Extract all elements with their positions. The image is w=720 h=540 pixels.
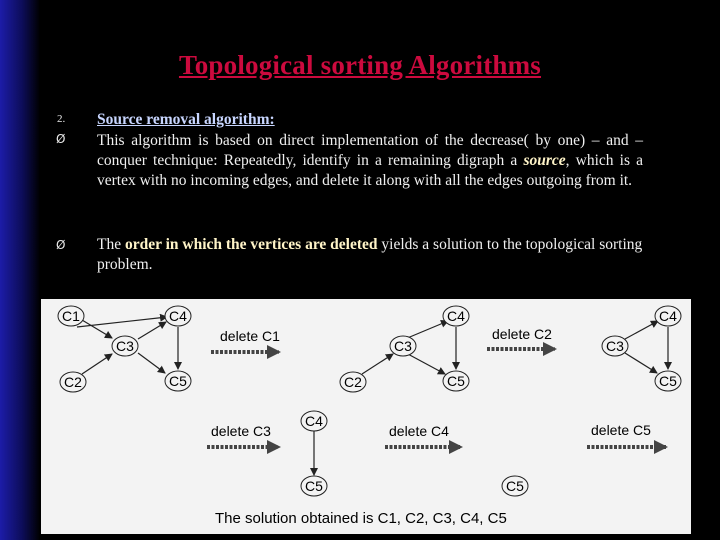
edge-c3-c4 bbox=[138, 322, 166, 339]
edge-c2-c3 bbox=[362, 354, 393, 374]
node-label-c3: C3 bbox=[606, 338, 624, 354]
node-label-c4: C4 bbox=[659, 308, 677, 324]
edge-c1-c4 bbox=[77, 317, 167, 327]
action-delete-c4: delete C4 bbox=[389, 423, 449, 439]
section-heading-line bbox=[97, 110, 645, 130]
node-label-c2: C2 bbox=[64, 374, 82, 390]
edge-c3-c5 bbox=[406, 353, 445, 374]
figure-svg bbox=[41, 299, 691, 534]
edge-c3-c5 bbox=[625, 353, 657, 373]
edge-c2-c3 bbox=[82, 354, 112, 374]
node-label-c1: C1 bbox=[62, 308, 80, 324]
edge-c3-c4 bbox=[405, 321, 448, 339]
graph3 bbox=[602, 306, 681, 391]
paragraph-text: yields a solution to the topological sorting problem. bbox=[97, 236, 643, 273]
node-label-c5: C5 bbox=[305, 478, 323, 494]
node-label-c4: C4 bbox=[305, 413, 323, 429]
bullet-arrow-icon: Ø bbox=[56, 132, 66, 146]
edge-c1-c3 bbox=[82, 320, 112, 338]
paragraph-text: This algorithm is based on direct implementation of the decrease( by one) – and – conquer technique: Repeatedly, identify in a remaining digraph a bbox=[97, 132, 643, 169]
action-delete-c2: delete C2 bbox=[492, 326, 552, 342]
emphasis-order: order in which the vertices are deleted bbox=[124, 236, 378, 253]
paragraph-order bbox=[97, 235, 647, 275]
node-label-c5: C5 bbox=[659, 373, 677, 389]
solution-text: The solution obtained is C1, C2, C3, C4, C5 bbox=[215, 510, 507, 527]
graph4 bbox=[301, 411, 327, 496]
node-label-c3: C3 bbox=[394, 338, 412, 354]
action-delete-c1: delete C1 bbox=[220, 328, 280, 344]
node-label-c5: C5 bbox=[506, 478, 524, 494]
graph2 bbox=[340, 306, 469, 392]
paragraph-text: , which is a vertex with no incoming edges, and delete it along with all the edges outgoing from it. bbox=[97, 152, 643, 189]
node-label-c3: C3 bbox=[116, 338, 134, 354]
section-heading: Source removal algorithm: bbox=[97, 111, 275, 128]
node-label-c4: C4 bbox=[447, 308, 465, 324]
edge-c3-c5 bbox=[138, 353, 165, 373]
paragraph-text: The bbox=[97, 236, 125, 253]
node-label-c5: C5 bbox=[447, 373, 465, 389]
action-delete-c5: delete C5 bbox=[591, 422, 651, 438]
source-removal-figure bbox=[41, 299, 691, 534]
node-label-c4: C4 bbox=[169, 308, 187, 324]
paragraph-source-removal bbox=[97, 131, 643, 191]
graph1-nodes bbox=[58, 306, 191, 392]
edge-c3-c4 bbox=[625, 321, 658, 339]
action-delete-c3: delete C3 bbox=[211, 423, 271, 439]
node-label-c2: C2 bbox=[344, 374, 362, 390]
node-label-c5: C5 bbox=[169, 373, 187, 389]
slide-title: Topological sorting Algorithms bbox=[178, 50, 542, 80]
emphasis-source: source bbox=[523, 152, 566, 169]
list-number: 2. bbox=[57, 113, 66, 125]
bullet-arrow-icon: Ø bbox=[56, 238, 66, 252]
